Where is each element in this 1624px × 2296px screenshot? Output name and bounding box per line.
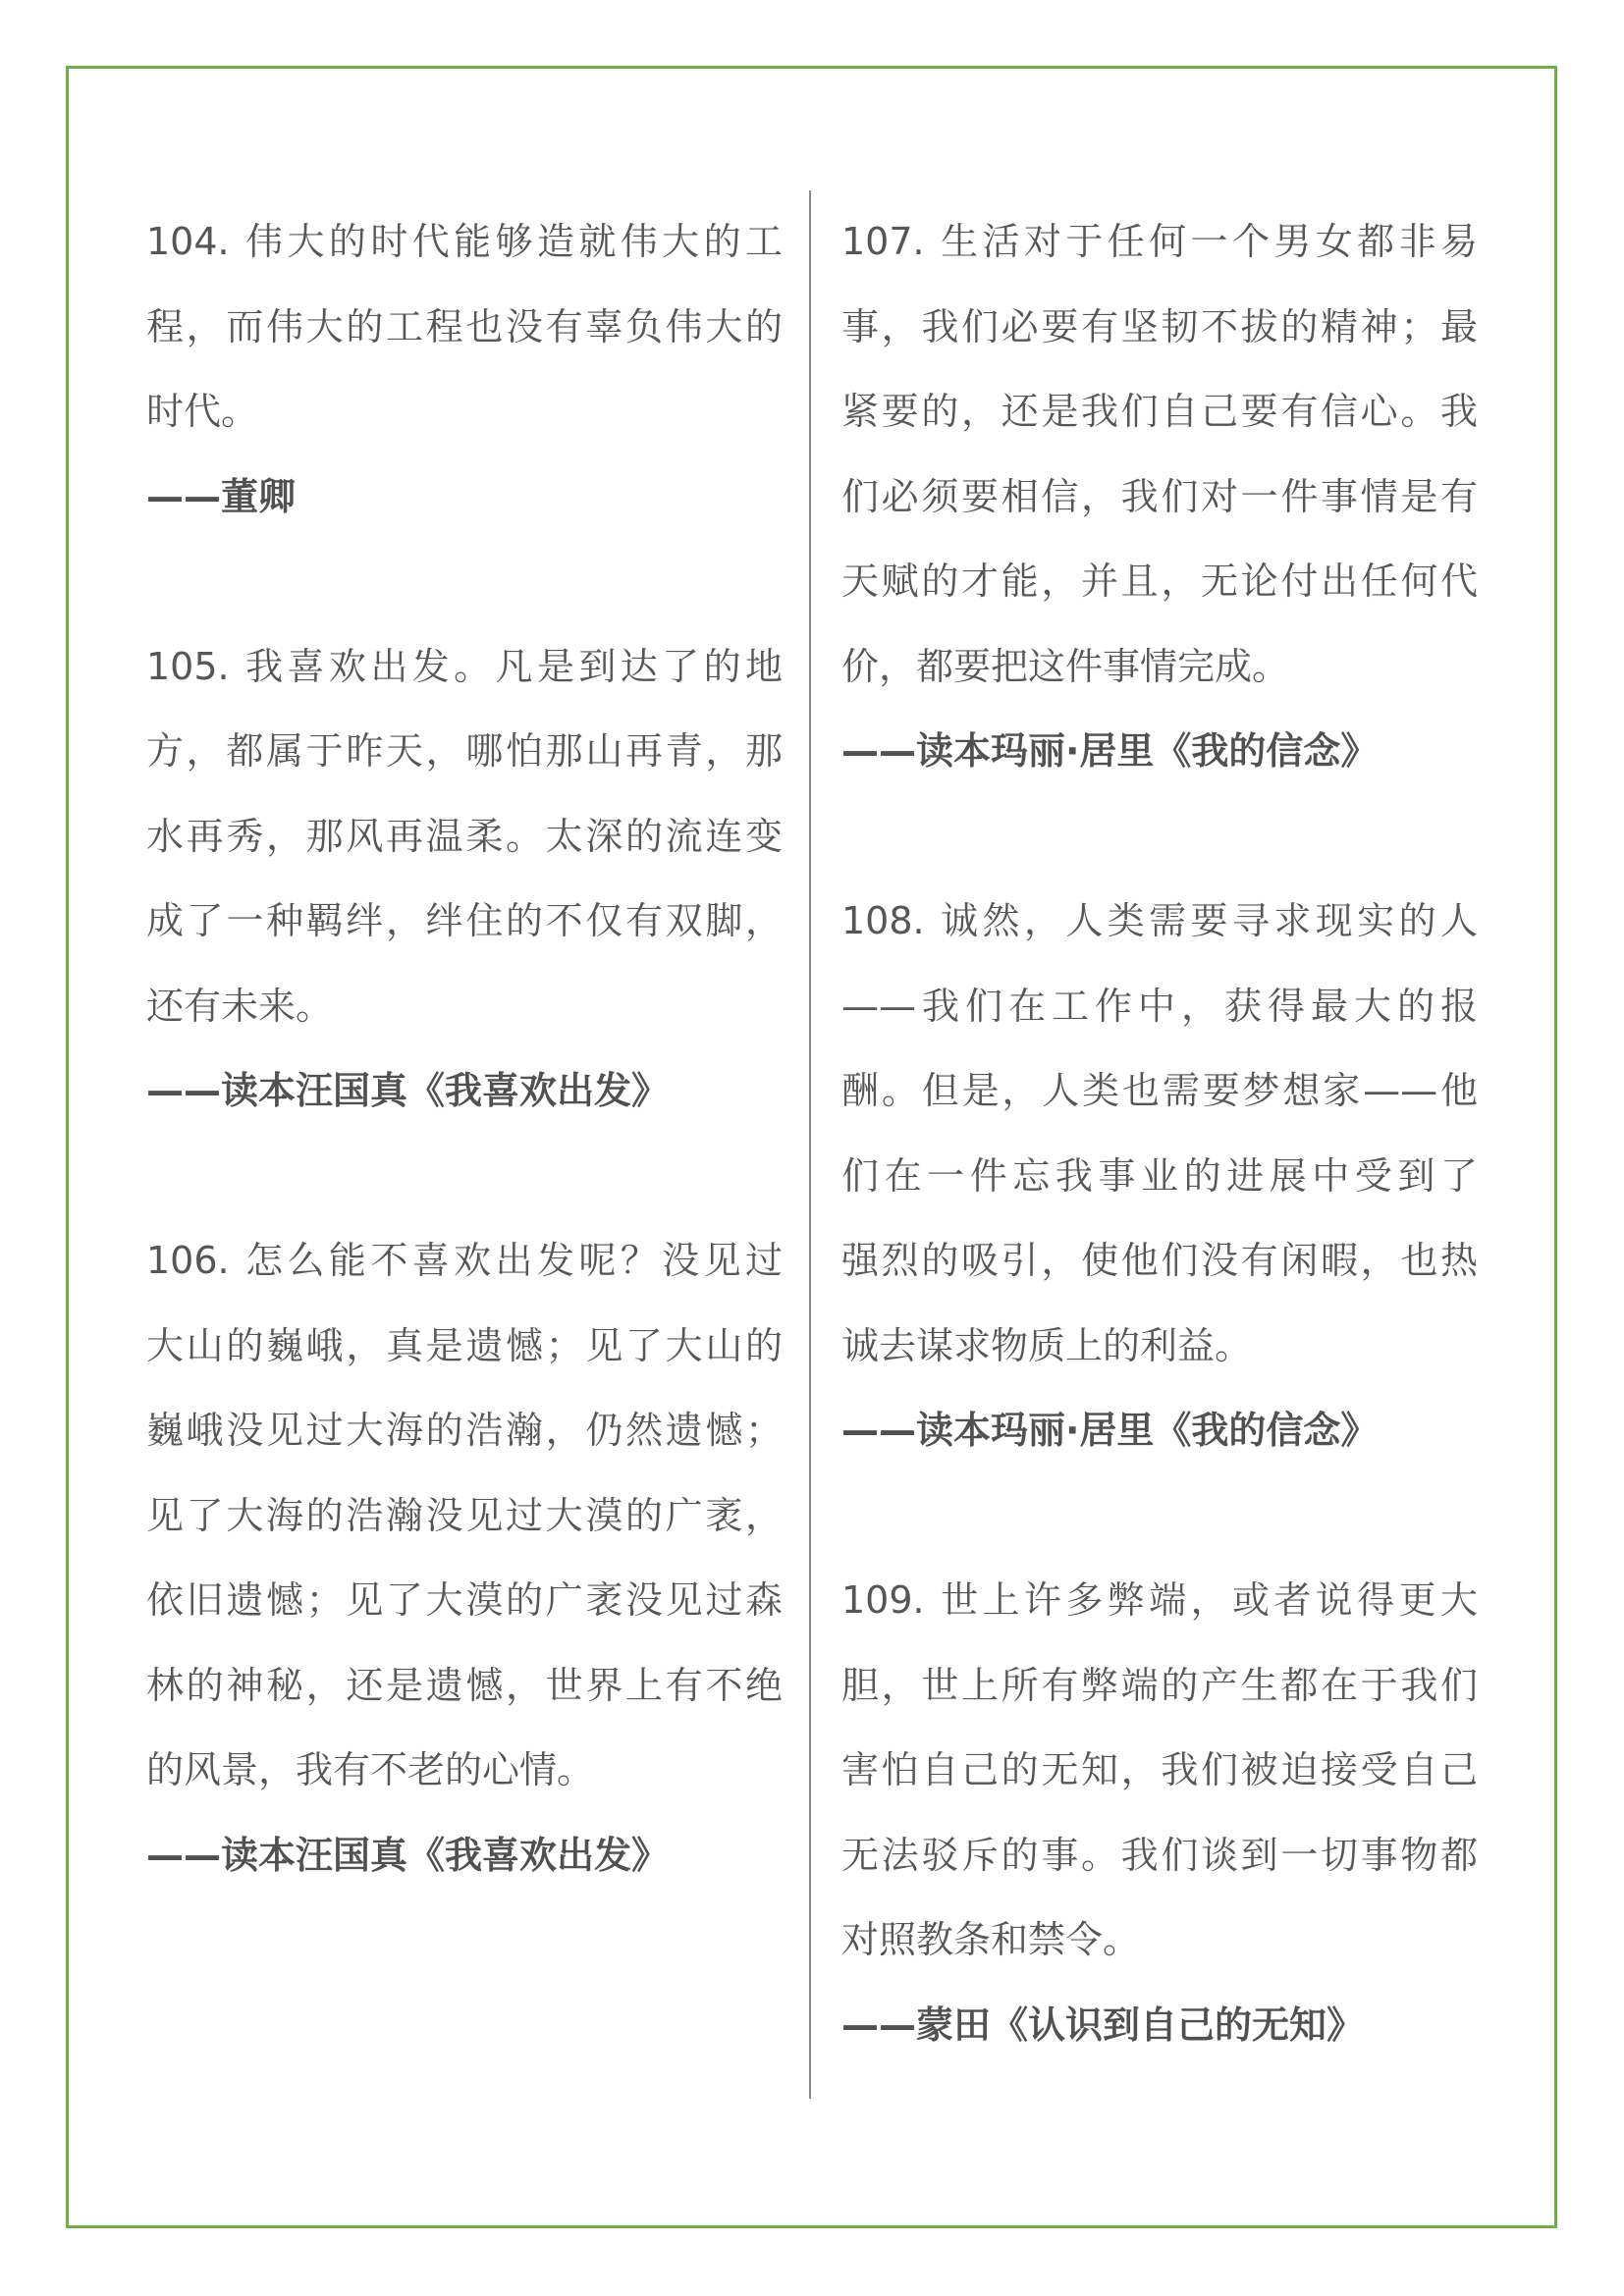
quote-line: 105. 我喜欢出发。凡是到达了的地	[146, 644, 783, 688]
quote-line: 104. 伟大的时代能够造就伟大的工	[146, 220, 783, 263]
quote-entry	[841, 1558, 1478, 2067]
right-column	[841, 199, 1478, 2153]
quote-line: 成了一种羁绊，绊住的不仅有双脚，	[146, 899, 783, 942]
quote-line: 们在一件忘我事业的进展中受到了	[841, 1153, 1478, 1198]
quote-line: 109. 世上许多弊端，或者说得更大	[841, 1578, 1478, 1622]
quote-line: 水再秀，那风再温柔。太深的流连变	[146, 814, 783, 858]
quote-line: 106. 怎么能不喜欢出发呢？没见过	[146, 1239, 783, 1282]
quote-line: 天赋的才能，并且，无论付出任何代	[841, 560, 1478, 603]
quote-line: 诚去谋求物质上的利益。	[841, 1323, 1253, 1367]
quote-line: 酬。但是，人类也需要梦想家——他	[841, 1069, 1478, 1112]
quote-author: ——读本汪国真《我喜欢出发》	[146, 1833, 670, 1877]
quote-author: ——读本玛丽·居里《我的信念》	[841, 729, 1379, 773]
quote-line: ——我们在工作中，获得最大的报	[841, 984, 1478, 1028]
quote-line: 们必须要相信，我们对一件事情是有	[841, 474, 1478, 518]
quote-line: 方，都属于昨天，哪怕那山再青，那	[146, 729, 783, 773]
quote-line: 紧要的，还是我们自己要有信心。我	[841, 390, 1478, 433]
quote-author: ——读本汪国真《我喜欢出发》	[146, 1069, 670, 1112]
quote-entry	[146, 624, 783, 1134]
quote-entry	[146, 1218, 783, 1897]
quote-line: 程，而伟大的工程也没有辜负伟大的	[146, 304, 783, 348]
quote-author: ——蒙田《认识到自己的无知》	[841, 2002, 1365, 2047]
quote-line: 107. 生活对于任何一个男女都非易	[841, 220, 1478, 263]
quote-entry	[841, 879, 1478, 1473]
quote-line: 还有未来。	[146, 984, 334, 1028]
quote-line: 依旧遗憾；见了大漠的广袤没见过森	[146, 1578, 783, 1622]
quote-author: ——读本玛丽·居里《我的信念》	[841, 1409, 1379, 1452]
quote-line: 无法驳斥的事。我们谈到一切事物都	[841, 1833, 1478, 1877]
quote-line: 108. 诚然，人类需要寻求现实的人	[841, 899, 1478, 942]
quote-line: 对照教条和禁令。	[841, 1918, 1141, 1961]
column-divider	[809, 190, 811, 2099]
quote-line: 时代。	[146, 390, 259, 433]
quote-author: ——董卿	[146, 474, 297, 518]
quote-entry	[841, 199, 1478, 794]
quote-line: 的风景，我有不老的心情。	[146, 1748, 595, 1791]
quote-line: 巍峨没见过大海的浩瀚，仍然遗憾；	[146, 1409, 783, 1452]
quote-line: 林的神秘，还是遗憾，世界上有不绝	[146, 1663, 783, 1707]
quote-line: 价，都要把这件事情完成。	[841, 644, 1290, 688]
quote-line: 大山的巍峨，真是遗憾；见了大山的	[146, 1323, 783, 1367]
quote-entry	[146, 199, 783, 539]
left-column	[146, 199, 783, 1983]
quote-line: 事，我们必要有坚韧不拔的精神；最	[841, 304, 1478, 348]
quote-line: 见了大海的浩瀚没见过大漠的广袤，	[146, 1493, 783, 1537]
quote-line: 强烈的吸引，使他们没有闲暇，也热	[841, 1239, 1478, 1282]
quote-line: 胆，世上所有弊端的产生都在于我们	[841, 1663, 1478, 1707]
quote-line: 害怕自己的无知，我们被迫接受自己	[841, 1748, 1478, 1791]
